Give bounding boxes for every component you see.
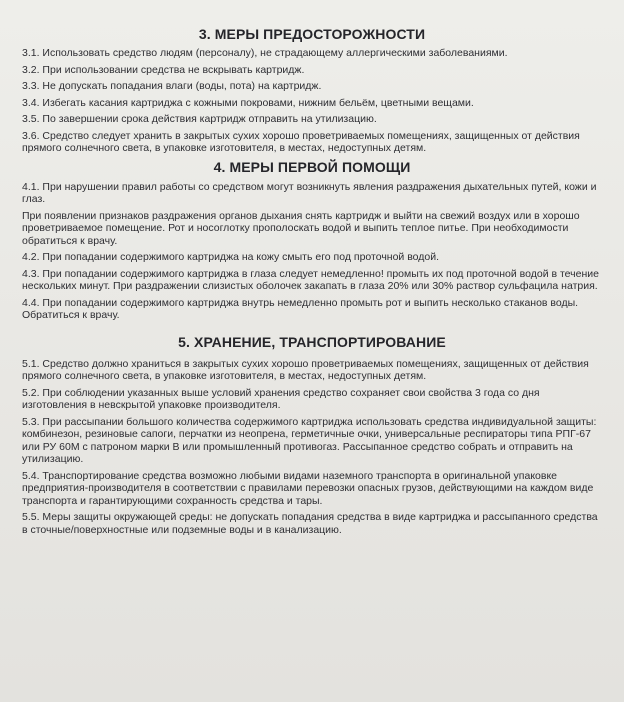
paragraph-3-4: 3.4. Избегать касания картриджа с кожными покровами, нижним бельём, цветными вещами.	[22, 96, 474, 109]
paragraph-3-3: 3.3. Не допускать попадания влаги (воды, пота) на картридж.	[22, 80, 322, 92]
paragraph-3-6: 3.6. Средство следует хранить в закрытых сухих хорошо проветриваемых помещениях, защищенных от действия прямого солнечного света, в упаковке изготовителя, в местах, недоступных детям.	[22, 129, 580, 154]
section-title-storage-transport: 5. ХРАНЕНИЕ, ТРАНСПОРТИРОВАНИЕ	[178, 333, 446, 350]
paragraph-5-3: 5.3. При рассыпании большого количества содержимого картриджа использовать средства индивидуальной защиты: комбинезон, резиновые сапоги, перчатки из неопрена, герметичные очки, универсальные респираторы типа РПГ-67 или РУ 60М с патроном марки В или промышленный противогаз. Рассыпанное средство собрать и отправить на утилизацию.	[22, 415, 597, 465]
section-title-precautions: 3. МЕРЫ ПРЕДОСТОРОЖНОСТИ	[198, 26, 426, 42]
paragraph-5-2: 5.2. При соблюдении указанных выше условий хранения средство сохраняет свои свойства 3 года со дня изготовления в невскрытой упаковке производителя.	[22, 386, 540, 411]
paragraph-3-2: 3.2. При использовании средства не вскрывать картридж.	[22, 63, 305, 76]
paragraph-4-1: 4.1. При нарушении правил работы со средством могут возникнуть явления раздражения дыхательных путей, кожи и глаз.	[22, 180, 597, 205]
paragraph-5-1: 5.1. Средство должно храниться в закрытых сухих хорошо проветриваемых помещениях, защищенных от действия прямого солнечного света, в упаковке изготовителя, в местах, недоступных детям.	[22, 357, 589, 382]
paragraph-3-1: 3.1. Использовать средство людям (персоналу), не страдающему аллергическими заболеваниями.	[22, 47, 508, 59]
paragraph-4-3: 4.3. При попадании содержимого картриджа в глаза следует немедленно! промыть их под проточной водой в течение нескольких минут. При раздражении слизистых оболочек закапать в глаза 20% или 30% раствор сульфацила натрия.	[22, 267, 599, 292]
section-precautions	[22, 26, 602, 155]
paragraph-5-4: 5.4. Транспортирование средства возможно любыми видами наземного транспорта в оригинальной упаковке предприятия-производителя в соответствии с правилами перевозки опасных грузов, действующими на каждом виде транспорта и гарантирующими сохранность средства и тары.	[22, 469, 594, 507]
paragraph-5-5: 5.5. Меры защиты окружающей среды: не допускать попадания средства в виде картриджа и рассыпанного средства в сточные/поверхностные или подземные воды и в канализацию.	[22, 511, 598, 536]
section-storage-transport	[22, 334, 602, 537]
section-first-aid	[22, 159, 602, 322]
paragraph-4-2: 4.2. При попадании содержимого картриджа на кожу смыть его под проточной водой.	[22, 251, 440, 263]
section-title-first-aid: 4. МЕРЫ ПЕРВОЙ ПОМОЩИ	[213, 158, 411, 175]
paragraph-4-1-note: При появлении признаков раздражения органов дыхания снять картридж и выйти на свежий воздух или в хорошо проветриваемое помещение. Рот и носоглотку прополоскать водой и выпить теплое питье. При необходимости обратиться к врачу.	[22, 209, 580, 247]
paragraph-3-5: 3.5. По завершении срока действия картридж отправить на утилизацию.	[22, 113, 377, 125]
paragraph-4-4: 4.4. При попадании содержимого картриджа внутрь немедленно промыть рот и выпить несколько стаканов воды. Обратиться к врачу.	[22, 296, 579, 321]
